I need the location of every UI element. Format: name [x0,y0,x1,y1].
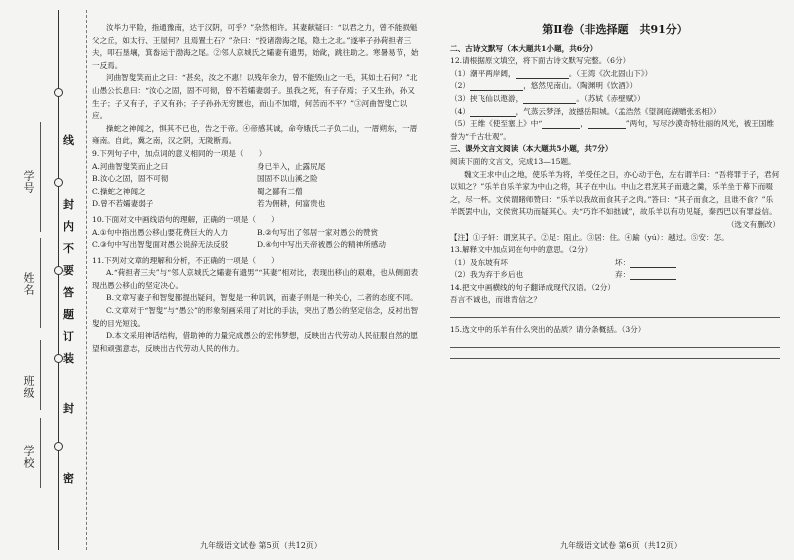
q14-answer-line[interactable] [450,317,780,318]
q12-item-4: （4） ，气蒸云梦泽，波撼岳阳城。（孟浩然《望洞庭湖赠张丞相》） [450,106,721,116]
q12-blank-5b[interactable] [588,119,626,129]
seal-char: 封 [63,402,74,415]
seal-char: 密 [63,472,74,485]
q10-option-b[interactable]: B.②句写出了邻居一家对愚公的赞赏 [257,227,379,237]
question-13: 13.解释文中加点词在句中的意思。（2分） [450,245,593,255]
exam-page-6 [450,22,780,359]
passage-paragraph: 操蛇之神闻之，惧其不已也，告之于帝。④帝感其诚，命夸娥氏二子负二山，一厝朔东，一厝雍南。自此，冀之南，汉之阴，无陇断焉。 [92,123,418,146]
exam-page-5 [92,22,422,355]
student-id-label: 学号 [22,170,35,194]
q15-answer-line[interactable] [450,347,780,348]
question-10: 10.下面对文中画线语句的理解，正确的一项是（ ） [92,214,279,224]
q13-item-2: （2）我为弃于乡后也 弃： [450,269,780,282]
q11-option-b[interactable]: B.文章写妻子和智叟都提出疑问，智叟是一种讥讽，而妻子则是一种关心，二者的态度不同。 [106,293,418,303]
reading-instruction: 阅读下面的文言文，完成13—15题。 [450,156,576,166]
class-field[interactable] [40,340,41,410]
section-title: 第Ⅱ卷（非选择题 共91分） [542,23,688,36]
question-11: 11.下列对文章的理解和分析，不正确的一项是（ ） [92,255,279,265]
q10-option-a[interactable]: A.①句中指出愚公移山要花费巨大的人力 [92,227,229,237]
seal-char: 线 [63,134,74,147]
school-field[interactable] [40,418,41,488]
seal-char: 订 [63,330,74,343]
q12-blank-1[interactable] [516,69,569,79]
q11-option-c[interactable]: C.文章对于“智叟”与“愚公”的形象刻画采用了对比的手法，突出了愚公的坚定信念，反衬出智叟的目光短浅。 [92,306,419,328]
q13-item-1: （1）及东坡有坏 坏： [450,257,780,270]
seal-char: 题 [63,308,74,321]
q13-answer-2[interactable] [630,270,676,280]
q10-option-d[interactable]: D.④句中写出天帝被愚公的精神所感动 [257,240,386,250]
page-footer-5: 九年级语文试卷 第5页（共12页） [200,541,322,550]
q12-blank-4[interactable] [470,107,516,117]
name-field[interactable] [40,238,41,328]
student-id-field[interactable] [40,122,41,232]
q9-option-a[interactable]: A.河曲智叟笑而止之曰 身已半入，止露尻尾 [92,161,326,171]
seal-char: 不 [63,242,74,255]
binding-hole [54,354,63,363]
q14-sentence: 吾言不诚也，而谁肯信之？ [450,295,542,305]
seal-char: 装 [63,352,74,365]
q11-option-d[interactable]: D.本文采用神话结构，借助神的力量完成愚公的宏伟梦想，反映出古代劳动人民征服自然的愿望和顽强意志，反映出古代劳动人民的伟力。 [92,331,418,353]
binding-hole [54,178,63,187]
page-footer-6: 九年级语文试卷 第6页（共12页） [560,541,682,550]
question-15: 15.选文中的乐羊有什么突出的品质？请分条概括。（3分） [450,325,646,335]
class-label: 班级 [22,375,35,399]
section-2-heading: 二、古诗文默写（本大题共1小题，共6分） [450,43,598,53]
seal-char: 封 [63,198,74,211]
q12-blank-2[interactable] [470,81,523,91]
q10-option-c[interactable]: C.③句中写出智叟面对愚公说辞无法反驳 [92,240,229,250]
seal-char: 内 [63,220,74,233]
passage-paragraph: 汝毕力平险，指通豫南，达于汉阴，可乎？”杂然相许。其妻献疑曰：“以君之力，曾不能损魁父之丘，如太行、王屋何？且焉置土石？”杂曰：“投诸渤海之尾，隐土之北。”遂率子孙荷担者三夫，叩石垦壤，箕畚运于渤海之尾。②邻人京城氏之孀妻有遗男，始龀，跳往助之。寒暑易节，始一反焉。 [92,23,419,70]
q10-options-row [92,239,422,252]
section-3-heading: 三、课外文言文阅读（本大题共5小题，共7分） [450,144,613,154]
q9-option-c[interactable]: C.操蛇之神闻之 蜀之鄙有二僧 [92,186,303,196]
q12-blank-3[interactable] [523,94,576,104]
q10-options-row [92,227,422,240]
binding-margin [0,0,86,560]
q12-item-1: （1）潮平两岸阔， 。（王湾《次北固山下》） [450,68,653,78]
passage-source: （选文有删改） [726,219,780,229]
q13-answer-1[interactable] [630,258,676,268]
question-12: 12.请根据原文填空，将下面古诗文默写完整。（6分） [450,56,631,66]
q9-option-b[interactable]: B.汝心之固，固不可彻 国固不以山溪之险 [92,174,318,184]
q9-option-d[interactable]: D.曾不若孀妻弱子 若为佣耕，何富贵也 [92,199,326,209]
question-9: 9.下列句子中，加点词的意义相同的一项是（ ） [92,148,267,158]
seal-char: 答 [63,286,74,299]
cut-line [86,10,87,550]
q15-answer-line[interactable] [450,358,780,359]
school-label: 学校 [22,445,35,469]
q12-item-3: （3）挟飞仙以遨游， 。（苏轼《赤壁赋》） [450,93,645,103]
question-14: 14.把文中画横线的句子翻译成现代汉语。（2分） [450,282,615,292]
classical-passage: 魏文王求中山之地，使乐羊为将，羊受任之日，亦心动于色，左右谓羊曰：“吾将罪于子，君何以知之？”乐羊自乐羊家为中山之将，其子在中山。中山之君烹其子而遗之羹，乐羊坐于幕下而啜之，尽一杯。文侯谓睹师赞曰：“乐羊以我故而食其子之肉。”答曰：“其子而食之，且谁不食？”乐羊既罢中山，文侯赏其功而疑其心。夫“巧诈不如拙诚”，故乐羊以有功见疑，秦西巴以有罪益信。 [450,169,780,217]
passage-notes: 【注】①子轩：谓烹其子。②足：阻止。③居：住。④踰（yú）：越过。⑤安：怎。 [450,232,729,242]
q12-blank-5a[interactable] [542,119,580,129]
seal-char: 要 [63,264,74,277]
name-label: 姓名 [22,272,35,296]
q12-item-2: （2） ，悠然见南山。（陶渊明《饮酒》） [450,81,638,91]
binding-hole [54,88,63,97]
binding-hole [54,442,63,451]
q11-option-a[interactable]: A.“荷担者三夫”与“邻人京城氏之孀妻有遗男”“其妻”相对比，表现出移山的艰难，也从侧面表现出愚公移山的坚定决心。 [92,268,419,290]
q12-item-5: （5）王维《使至塞上》中“ ， ”两句，写尽沙漠奇特壮丽的风光，被王国维誉为“千古壮观”。 [450,119,774,141]
binding-hole [54,266,63,275]
passage-paragraph: 河曲智叟笑而止之曰：“甚矣，汝之不惠！以残年余力，曾不能毁山之一毛，其如土石何？”北山愚公长息曰：“汝心之固，固不可彻，曾不若孀妻弱子。虽我之死，有子存焉；子又生孙，孙又生子；子又有子，子又有孙；子子孙孙无穷匮也，而山不加增，何苦而不平？”③河曲智叟亡以应。 [92,73,418,121]
